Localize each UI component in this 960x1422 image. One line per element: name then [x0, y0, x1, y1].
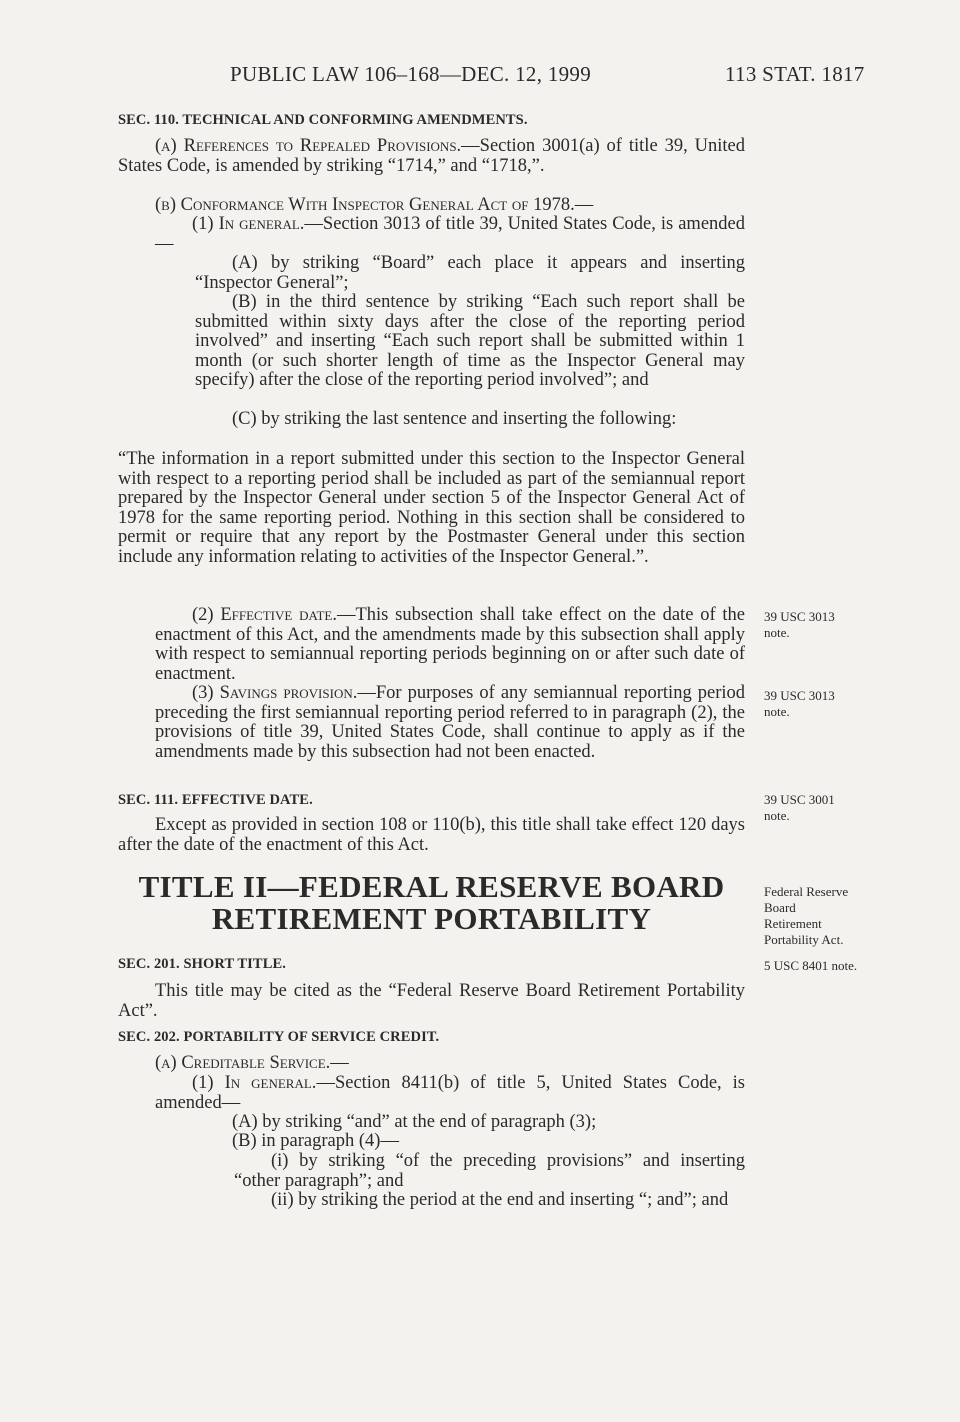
section-202-a1-B-i: (i) by striking “of the preceding provisions” and inserting “other paragraph”; and [234, 1151, 745, 1191]
section-201-text: This title may be cited as the “Federal Reserve Board Retirement Portability Act”. [118, 981, 745, 1021]
section-110-b2 [155, 606, 745, 684]
section-202-a1-B: (B) in paragraph (4)— [232, 1131, 399, 1151]
title-ii-line2: RETIREMENT PORTABILITY [211, 901, 652, 936]
margin-note-3: 39 USC 3001 note. [764, 792, 835, 823]
section-111-text: Except as provided in section 108 or 110(b), this title shall take effect 120 days after the date of the enactment of this Act. [118, 815, 745, 855]
title-ii-line1: TITLE II—FEDERAL RESERVE BOARD [138, 869, 725, 904]
title-ii-heading [118, 871, 745, 935]
section-110-b1-A: (A) by striking “Board” each place it appears and inserting “Inspector General”; [195, 253, 745, 293]
section-110-b [118, 196, 745, 216]
section-202-a1-text: —Section 8411(b) of title 5, United States Code, is amended— [155, 1073, 746, 1113]
section-110-a-text: —Section 3001(a) of title 39, United States Code, is amended by striking “1714,” and “1718,”. [118, 136, 745, 176]
section-110-b1 [155, 215, 745, 254]
margin-note-1: 39 USC 3013 note. [764, 609, 835, 640]
section-202-a-label: (a) Creditable Service. [155, 1053, 331, 1073]
section-110-b1-label: (1) In general. [192, 214, 305, 234]
section-110-a-label: (a) References to Repealed Provisions. [155, 136, 462, 156]
margin-note-2: 39 USC 3013 note. [764, 688, 835, 719]
margin-note-5: 5 USC 8401 note. [764, 958, 858, 973]
section-110-quote: “The information in a report submitted under this section to the Inspector General with respect to a reporting period shall be included as part of the semiannual report prepared by the Inspector General under section 5 of the Inspector General Act of 1978 for the same reporting period. Nothing in this section shall be considered to permit or require that any report by the Postmaster General under this section include any information relating to activities of the Inspector General.”. [118, 449, 745, 567]
section-202-a-text: — [330, 1053, 349, 1073]
section-202-a1-B-ii: (ii) by striking the period at the end and inserting “; and”; and [271, 1190, 729, 1210]
section-201-heading: SEC. 201. SHORT TITLE. [118, 956, 286, 972]
section-110-a [118, 137, 745, 176]
section-110-b3-text: —For purposes of any semiannual reporting period preceding the first semiannual reporting period referred to in paragraph (2), the provisions of title 39, United States Code, shall continue to apply as if the amendments made by this subsection had not been enacted. [155, 683, 745, 762]
section-110-heading: SEC. 110. TECHNICAL AND CONFORMING AMENDMENTS. [118, 112, 528, 128]
section-110-b1-C: (C) by striking the last sentence and inserting the following: [232, 409, 677, 429]
section-202-a1 [155, 1074, 745, 1113]
section-110-b-label: (b) Conformance With Inspector General Act of 1978. [155, 195, 575, 215]
section-110-b1-B: (B) in the third sentence by striking “Each such report shall be submitted within sixty days after the close of the reporting period involved” and inserting “Each such report shall be submitted within 1 month (or such shorter length of time as the Inspector General may specify) after the close of the reporting period involved”; and [195, 292, 745, 390]
section-110-b3-label: (3) Savings provision. [192, 683, 358, 703]
section-202-a [118, 1054, 745, 1074]
section-202-heading: SEC. 202. PORTABILITY OF SERVICE CREDIT. [118, 1029, 440, 1045]
margin-note-4: Federal Reserve Board Retirement Portability Act. [764, 884, 849, 947]
section-111-heading: SEC. 111. EFFECTIVE DATE. [118, 792, 313, 808]
running-head: PUBLIC LAW 106–168—DEC. 12, 1999 [230, 62, 592, 86]
section-110-b3 [155, 684, 745, 762]
section-202-a1-label: (1) In general. [192, 1073, 317, 1093]
section-110-b2-label: (2) Effective date. [192, 605, 337, 625]
section-110-b2-text: —This subsection shall take effect on the date of the enactment of this Act, and the amendments made by this subsection shall apply with respect to semiannual reporting periods beginning on or after such date of enactment. [155, 605, 745, 684]
section-202-a1-A: (A) by striking “and” at the end of paragraph (3); [232, 1112, 597, 1132]
section-110-b1-text: —Section 3013 of title 39, United States Code, is amended— [155, 214, 745, 254]
page-number: 113 STAT. 1817 [725, 62, 865, 86]
section-110-b-text: — [574, 195, 594, 215]
